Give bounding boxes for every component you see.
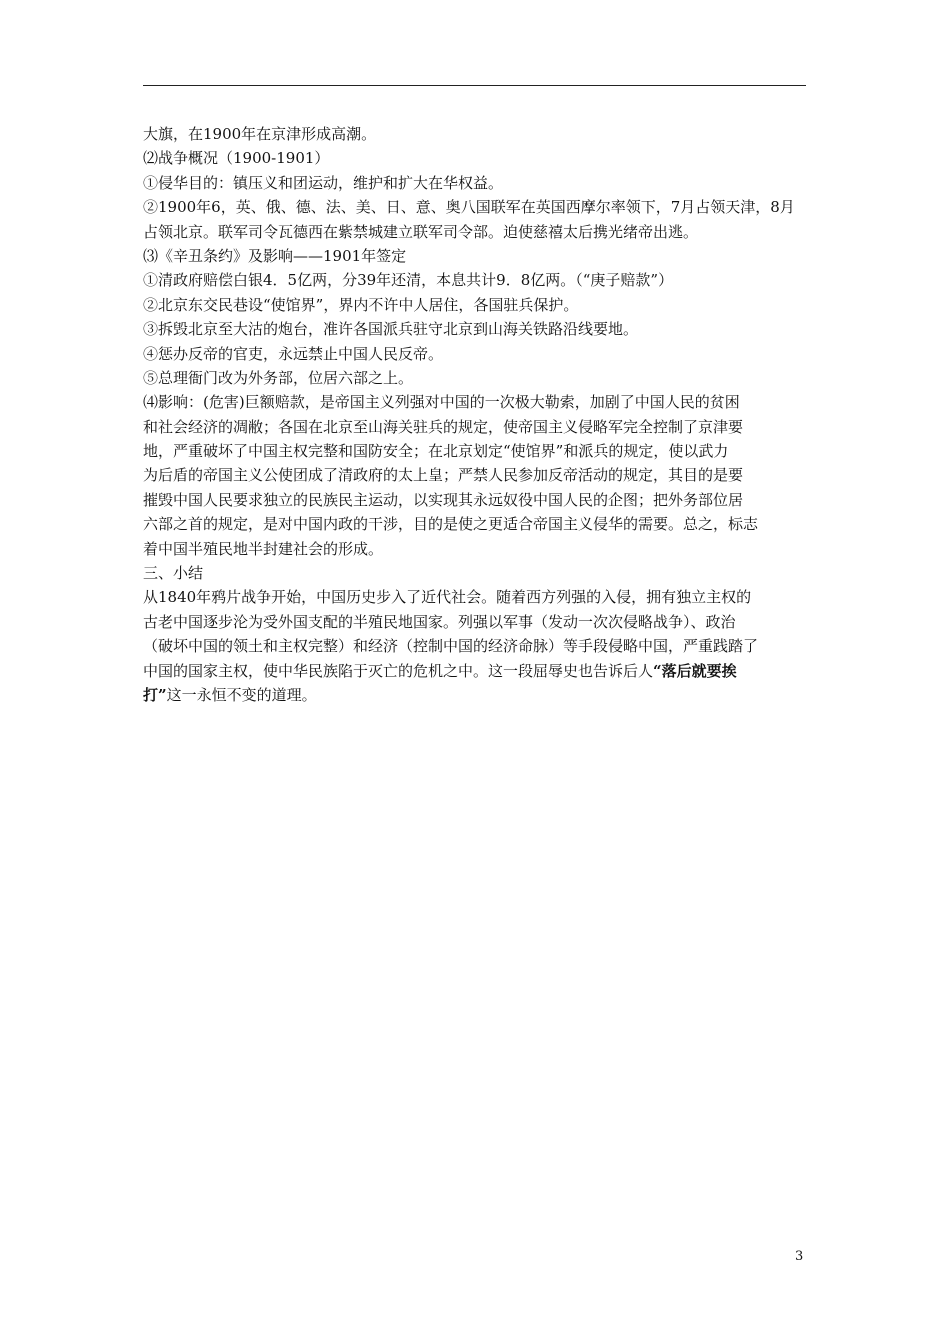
text-line: ①侵华目的：镇压义和团运动，维护和扩大在华权益。 [143,173,504,192]
text-line: 占领北京。联军司令瓦德西在紫禁城建立联军司令部。迫使慈禧太后携光绪帝出逃。 [143,222,699,241]
section-heading-impact: ⑷影响：(危害)巨额赔款，是帝国主义列强对中国的一次极大勒索，加剧了中国人民的贫困 [143,393,740,412]
bold-phrase: 打” [143,685,167,704]
text-line: 为后盾的帝国主义公使团成了清政府的太上皇；严禁人民参加反帝活动的规定，其目的是要 [143,466,744,485]
text-segment: 中国的国家主权，使中华民族陷于灭亡的危机之中。这一段屈辱史也告诉后人 [143,661,654,680]
treaty-item: ④惩办反帝的官吏，永远禁止中国人民反帝。 [143,344,444,363]
page-number: 3 [795,1249,804,1264]
treaty-item: ①清政府赔偿白银4．5亿两，分39年还清，本息共计9．8亿两。（“庚子赔款”） [143,271,674,290]
text-line: 从1840年鸦片战争开始，中国历史步入了近代社会。随着西方列强的入侵，拥有独立主权的 [143,588,752,607]
header-rule [143,85,806,86]
section-heading-war-overview: ⑵战争概况（1900-1901） [143,149,330,168]
document-body [143,122,810,707]
text-line: 摧毁中国人民要求独立的民族民主运动，以实现其永远奴役中国人民的企图；把外务部位居 [143,490,744,509]
text-line: 和社会经济的凋敝；各国在北京至山海关驻兵的规定，使帝国主义侵略军完全控制了京津要 [143,417,744,436]
text-segment: 这一永恒不变的道理。 [166,685,317,704]
section-heading-summary: 三、小结 [143,564,204,583]
treaty-item: ③拆毁北京至大沽的炮台，准许各国派兵驻守北京到山海关铁路沿线要地。 [143,320,639,339]
text-line: 地，严重破坏了中国主权完整和国防安全；在北京划定“使馆界”和派兵的规定，使以武力 [143,442,729,461]
treaty-item: ②北京东交民巷设“使馆界”，界内不许中人居住，各国驻兵保护。 [143,295,579,314]
bold-phrase: “落后就要挨 [653,661,737,680]
text-line: 着中国半殖民地半封建社会的形成。 [143,539,384,558]
treaty-item: ⑤总理衙门改为外务部，位居六部之上。 [143,368,414,387]
text-line: ②1900年6，英、俄、德、法、美、日、意、奥八国联军在英国西摩尔率领下，7月占领天津，8月 [143,198,795,217]
text-line: 大旗，在1900年在京津形成高潮。 [143,125,377,143]
text-line: 六部之首的规定，是对中国内政的干涉，目的是使之更适合帝国主义侵华的需要。总之，标志 [143,515,759,534]
text-line: 古老中国逐步沦为受外国支配的半殖民地国家。列强以军事（发动一次次侵略战争）、政治 [143,612,736,631]
text-line [143,683,810,707]
text-line [143,659,810,683]
text-line: （破坏中国的领土和主权完整）和经济（控制中国的经济命脉）等手段侵略中国，严重践踏了 [143,637,759,656]
section-heading-treaty: ⑶《辛丑条约》及影响——1901年签定 [143,246,407,265]
